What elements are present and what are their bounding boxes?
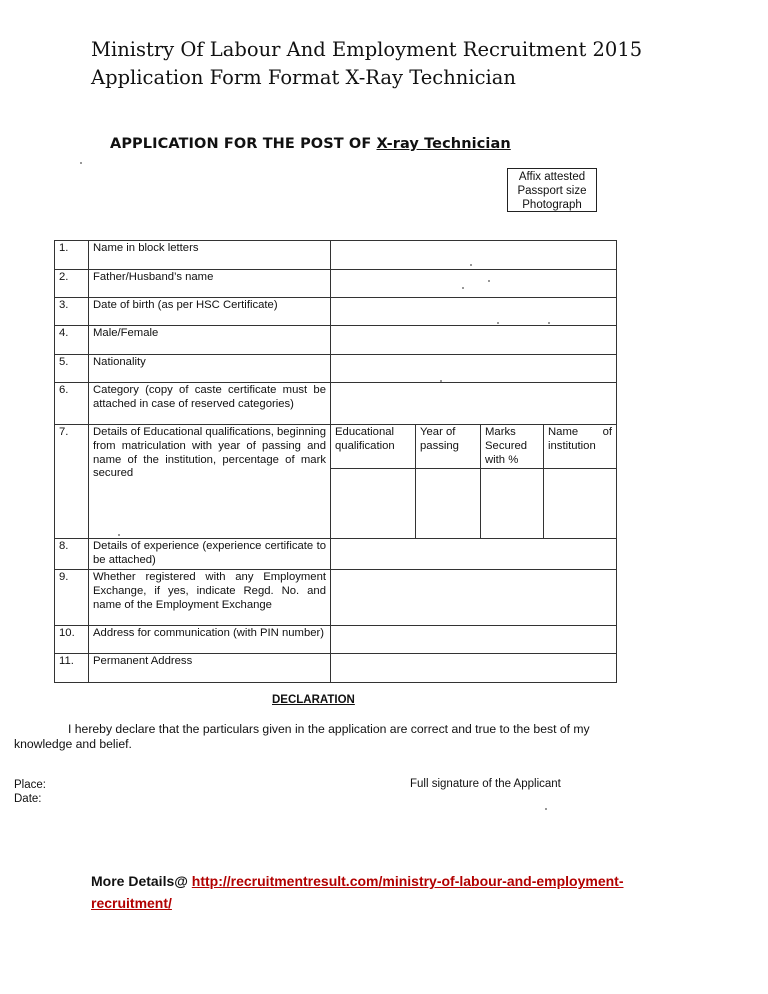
row-label: Address for communication (with PIN number) bbox=[89, 625, 331, 653]
row-label: Nationality bbox=[89, 355, 331, 383]
edu-field-qualification[interactable] bbox=[331, 469, 416, 539]
row-number: 6. bbox=[55, 383, 89, 425]
table-row bbox=[55, 355, 617, 383]
application-table bbox=[54, 240, 617, 683]
form-heading-prefix: APPLICATION FOR THE POST OF bbox=[110, 136, 377, 152]
answer-field-nationality[interactable] bbox=[331, 355, 617, 383]
answer-field-permanent-address[interactable] bbox=[331, 653, 617, 682]
scan-speck bbox=[80, 162, 82, 164]
date-label: Date: bbox=[14, 793, 42, 805]
answer-field-category[interactable] bbox=[331, 383, 617, 425]
answer-field-experience[interactable] bbox=[331, 539, 617, 570]
table-row bbox=[55, 241, 617, 270]
scan-speck bbox=[545, 808, 547, 810]
row-number: 5. bbox=[55, 355, 89, 383]
edu-col-year: Year of passing bbox=[416, 425, 481, 469]
scan-speck bbox=[118, 534, 120, 536]
title-line-1: Ministry Of Labour And Employment Recruitment 2015 bbox=[91, 38, 643, 61]
place-label: Place: bbox=[14, 779, 46, 791]
edu-field-institution[interactable] bbox=[544, 469, 617, 539]
table-row bbox=[55, 298, 617, 326]
answer-field-dob[interactable] bbox=[331, 298, 617, 326]
table-row bbox=[55, 270, 617, 298]
row-label: Whether registered with any Employment Exchange, if yes, indicate Regd. No. and name of the Employment Exchange bbox=[89, 569, 331, 625]
more-details-prefix: More Details@ bbox=[91, 873, 192, 889]
form-heading bbox=[110, 136, 511, 152]
row-number: 9. bbox=[55, 569, 89, 625]
row-number: 4. bbox=[55, 326, 89, 355]
form-heading-post: X-ray Technician bbox=[376, 136, 511, 152]
row-label: Father/Husband’s name bbox=[89, 270, 331, 298]
row-label: Name in block letters bbox=[89, 241, 331, 270]
row-number: 8. bbox=[55, 539, 89, 570]
photo-line: Passport size bbox=[517, 185, 587, 197]
row-number: 3. bbox=[55, 298, 89, 326]
row-label: Details of experience (experience certificate to be attached) bbox=[89, 539, 331, 570]
place-date-block bbox=[14, 778, 46, 806]
photo-line: Photograph bbox=[522, 199, 582, 211]
row-label: Permanent Address bbox=[89, 653, 331, 682]
row-label: Details of Educational qualifications, beginning from matriculation with year of passing and name of the institution, percentage of mark secured bbox=[89, 425, 331, 539]
edu-field-year[interactable] bbox=[416, 469, 481, 539]
table-row bbox=[55, 625, 617, 653]
table-row bbox=[55, 569, 617, 625]
edu-field-marks[interactable] bbox=[481, 469, 544, 539]
row-number: 10. bbox=[55, 625, 89, 653]
table-row bbox=[55, 425, 617, 469]
scan-speck bbox=[440, 380, 442, 382]
table-row bbox=[55, 383, 617, 425]
row-label: Male/Female bbox=[89, 326, 331, 355]
table-row bbox=[55, 539, 617, 570]
row-number: 1. bbox=[55, 241, 89, 270]
more-details-link[interactable]: http://recruitmentresult.com/ministry-of-labour-and-employment-recruitment/ bbox=[91, 873, 624, 911]
scan-speck bbox=[462, 287, 464, 289]
row-label: Date of birth (as per HSC Certificate) bbox=[89, 298, 331, 326]
photo-line: Affix attested bbox=[518, 171, 586, 183]
edu-col-institution: Name of institution bbox=[544, 425, 617, 469]
more-details bbox=[91, 870, 651, 914]
document-title bbox=[91, 36, 642, 92]
edu-col-qualification: Educational qualification bbox=[331, 425, 416, 469]
row-number: 11. bbox=[55, 653, 89, 682]
row-label: Category (copy of caste certificate must be attached in case of reserved categories) bbox=[89, 383, 331, 425]
declaration-heading: DECLARATION bbox=[272, 694, 355, 706]
title-line-2: Application Form Format X-Ray Technician bbox=[91, 66, 516, 89]
scan-speck bbox=[488, 280, 490, 282]
answer-field-father-name[interactable] bbox=[331, 270, 617, 298]
answer-field-name[interactable] bbox=[331, 241, 617, 270]
edu-col-marks: Marks Secured with % bbox=[481, 425, 544, 469]
signature-label: Full signature of the Applicant bbox=[410, 778, 561, 790]
answer-field-employment-exchange[interactable] bbox=[331, 569, 617, 625]
table-row bbox=[55, 653, 617, 682]
row-number: 7. bbox=[55, 425, 89, 539]
scan-speck bbox=[548, 322, 550, 324]
declaration-text: I hereby declare that the particulars given in the application are correct and true to the best of my knowledge and belief. bbox=[14, 722, 590, 751]
answer-field-gender[interactable] bbox=[331, 326, 617, 355]
row-number: 2. bbox=[55, 270, 89, 298]
answer-field-address[interactable] bbox=[331, 625, 617, 653]
scan-speck bbox=[470, 264, 472, 266]
photo-box bbox=[507, 168, 597, 212]
scan-speck bbox=[497, 322, 499, 324]
table-row bbox=[55, 326, 617, 355]
